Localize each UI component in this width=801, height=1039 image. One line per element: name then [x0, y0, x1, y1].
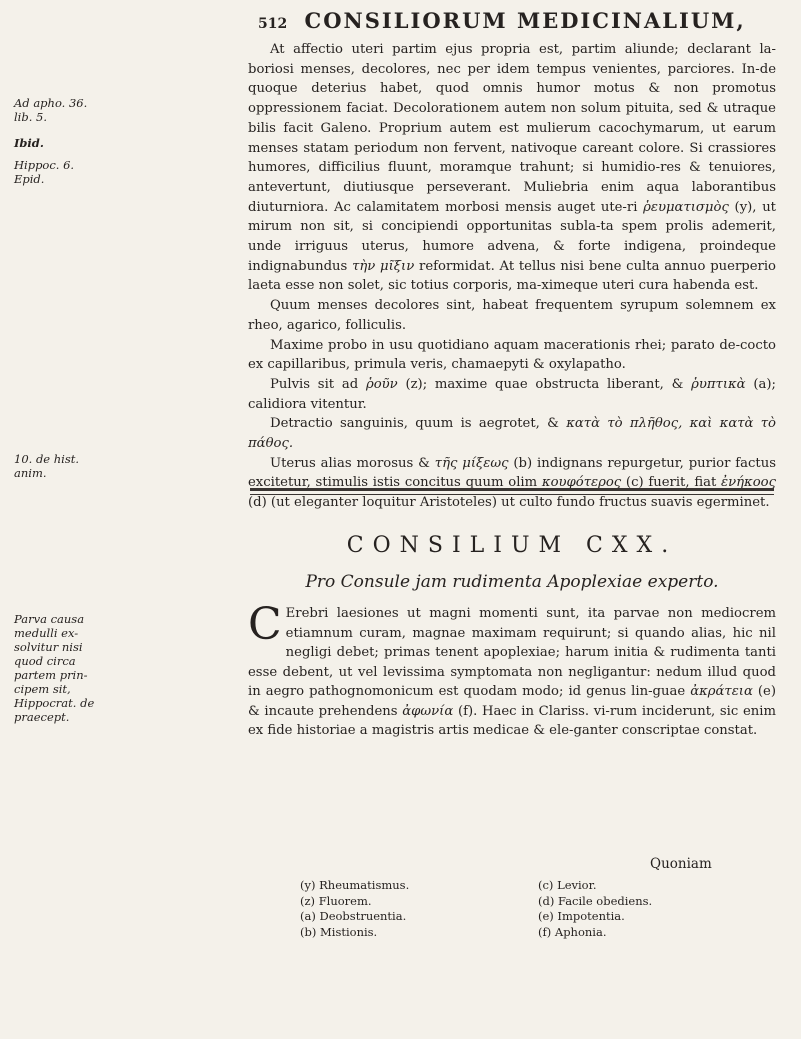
- page-number: 512: [258, 16, 288, 32]
- footnote: (a) Deobstruentia.: [300, 909, 407, 923]
- footnotes-right: [538, 878, 652, 940]
- paragraph-pulvis: Pulvis sit ad ῥοῦν (z); maxime quae obstructa liberant, & ῥυπτικὰ (a); calidiora vitentur.: [248, 376, 776, 412]
- margin-note-hippocrates: Hippoc. 6. Epid.: [14, 158, 75, 186]
- greek-term: ῥυπτικὰ: [691, 376, 746, 392]
- greek-term: κουφότερος: [541, 475, 622, 491]
- greek-term: τῆς μίξεως: [434, 455, 509, 471]
- section-rule-thin: [250, 494, 774, 495]
- margin-note-ibid: Ibid.: [14, 136, 44, 150]
- paragraph-maxime-probo: Maxime probo in usu quotidiano aquam macerationis rhei; parato de-cocto ex capillaribus, primula veris, chamaepyti & oxylapatho.: [248, 337, 776, 373]
- section-rule-thick: [250, 488, 774, 491]
- consilium-text: [248, 599, 776, 741]
- consilium-paragraph: C Erebri laesiones ut magni momenti sunt, ita parvae non mediocrem etiamnum curam, magnae maximam requirunt; si quando alias, hic nil negligi debet; primas tenent apoplexiae; harum initia & rudimenta tanti esse debent, ut vel levissima symptomata non negligantur: nedum illud quod in aegro pathognomonicum est quodam modo; id genus lin-guae ἀκράτεια (e) & incaute prehendens ἀφωνία (f). Haec in Clariss. vi-rum inciderunt, sic enim ex fide historiae a magistris artis medicae & ele-ganter conscriptae constat.: [248, 599, 776, 738]
- footnote: (y) Rheumatismus.: [300, 878, 410, 892]
- greek-term: ἐνήκοος: [721, 475, 776, 491]
- footnote: (c) Levior.: [538, 878, 597, 892]
- margin-note-aphorism: Ad apho. 36. lib. 5.: [14, 96, 88, 124]
- footnote: (f) Aphonia.: [538, 924, 607, 939]
- drop-cap: C: [248, 599, 282, 650]
- greek-term: ῥοῦν: [365, 376, 398, 392]
- main-text: [248, 40, 776, 513]
- footnote: (e) Impotentia.: [538, 909, 625, 923]
- footnote: (b) Mistionis.: [300, 924, 378, 939]
- section-subtitle: Pro Consule jam rudimenta Apoplexiae experto.: [305, 572, 719, 592]
- footnote: (z) Fluorem.: [300, 893, 372, 908]
- running-header: [258, 8, 778, 33]
- footnotes-left: [300, 878, 409, 940]
- paragraph-affectio: At affectio uteri partim ejus propria est, partim aliunde; declarant la-boriosi menses, decolores, nec per idem tempus venientes, parciores. In-de quoque deterius habet, quod omnis humor motus & non promotus oppressionem faciat. Decolorationem autem non solum pituita, sed & utraque bilis facit Galeno. Proprium autem est mulierum cacochymarum, ut earum menses statam periodum non fervent, nativoque careant colore. Si crassiores humores, difficilius fluunt, moramque trahunt; si humidio-res & tenuiores, antevertunt, diutiusque perseverant. Muliebria enim aqua laborantibus diuturniora. Ac calamitatem morbosi mensis auget ute-ri ῥευματισμὸς (y), ut mirum non sit, si concipiendi opportunitas subla-ta spem prolis ademerit, unde irriguus uterus, humore advena, & forte indigena, proindeque indignabundus τὴν μῖξιν reformidat. At tellus nisi bene culta annuo puerperio laeta esse non solet, sic totius corporis, ma-ximeque uteri cura habenda est.: [248, 42, 776, 294]
- running-title: CONSILIORUM MEDICINALIUM,: [304, 8, 746, 33]
- margin-note-parva-causa: Parva causa medulli ex- solvitur nisi quod circa partem prin- cipem sit, Hippocrat. de praecept.: [14, 612, 95, 724]
- margin-note-historia: 10. de hist. anim.: [14, 452, 80, 480]
- greek-term: κατὰ τὸ πλῆθος, καὶ κατὰ τὸ πάθος.: [248, 416, 776, 452]
- greek-term: ἀκράτεια: [690, 684, 753, 699]
- greek-term: τὴν μῖξιν: [352, 258, 415, 274]
- footnote: (d) Facile obediens.: [538, 893, 653, 908]
- paragraph-detractio: Detractio sanguinis, quum is aegrotet, & κατὰ τὸ πλῆθος, καὶ κατὰ τὸ πάθος.: [248, 416, 776, 452]
- paragraph-quum-menses: Quum menses decolores sint, habeat frequentem syrupum solemnem ex rheo, agarico, folliculis.: [248, 298, 776, 333]
- section-heading: CONSILIUM CXX.: [346, 533, 678, 558]
- catchword: Quoniam: [650, 856, 712, 872]
- greek-term: ῥευματισμὸς: [643, 199, 729, 215]
- greek-term: ἀφωνία: [402, 703, 454, 719]
- paragraph-uterus: Uterus alias morosus & τῆς μίξεως (b) indignans repurgetur, purior factus excitetur, stimulis istis concitus quum olim κουφότερος (c) fuerit, fiat ἐνήκοος (d) (ut eleganter loquitur Aristoteles) ut culto fundo fructus suavis egerminet.: [248, 455, 776, 511]
